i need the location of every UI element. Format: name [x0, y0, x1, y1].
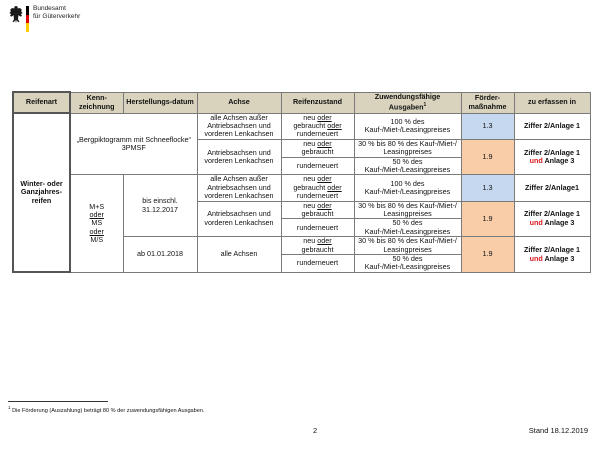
header-ausgaben-text: Zuwendungsfähige Ausgaben: [374, 92, 441, 112]
header-ausgaben: [354, 92, 461, 113]
erfassen-cell: [514, 139, 590, 175]
zustand-oder: oder: [317, 174, 332, 184]
datum-ab: ab 01.01.2018: [123, 237, 197, 273]
massnahme-cell: 1.3: [461, 175, 514, 201]
zustand-neu-gebraucht: [281, 237, 354, 255]
ausgaben-cell: 100 % des Kauf-/Miet-/Leasingpreises: [354, 113, 461, 139]
zustand-gebraucht: gebraucht: [293, 120, 326, 130]
table-row: [13, 113, 590, 139]
erfassen-cell: [514, 201, 590, 237]
german-flag-bar: [26, 6, 29, 32]
kz-ms-1: M+S: [89, 201, 105, 211]
kennzeichnung-3pmsf: „Bergpiktogramm mit Schneeflocke“ 3PMSF: [70, 113, 197, 175]
erfassen-und: und: [529, 217, 543, 227]
massnahme-cell: 1.3: [461, 113, 514, 139]
achse-cell: Antriebsachsen und vorderen Lenkachsen: [197, 139, 281, 175]
zustand-gebraucht: gebraucht: [301, 208, 334, 218]
page-number: 2: [313, 426, 318, 435]
footnote-text: Die Förderung (Auszahlung) beträgt 80 % der zuwendungsfähigen Ausgaben.: [10, 407, 205, 414]
massnahme-cell: 1.9: [461, 237, 514, 273]
zustand-runderneuert: runderneuert: [296, 129, 339, 139]
zustand-gebraucht: gebraucht: [293, 182, 326, 192]
zustand-neu: neu: [303, 201, 316, 210]
zustand-neu-gebraucht-runderneuert: [281, 113, 354, 139]
ausgaben-cell: 50 % des Kauf-/Miet-/Leasingpreises: [354, 219, 461, 237]
zustand-neu-gebraucht: [281, 139, 354, 157]
achse-cell: Antriebsachsen und vorderen Lenkachsen: [197, 201, 281, 237]
achse-cell: alle Achsen: [197, 237, 281, 273]
zustand-neu-gebraucht-runderneuert: [281, 175, 354, 201]
zustand-neu-gebraucht: [281, 201, 354, 219]
footnote-ref: 1: [423, 102, 427, 109]
zustand-gebraucht: gebraucht: [301, 147, 334, 157]
winter-label: Winter- oder Ganzjahres-reifen: [13, 113, 70, 272]
zustand-oder: oder: [327, 182, 342, 192]
zustand-neu: neu: [303, 174, 316, 184]
header-reifenart: Reifenart: [13, 92, 70, 113]
ausgaben-cell: 30 % bis 80 % des Kauf-/Miet-/ Leasingpreises: [354, 201, 461, 219]
header-kennzeichnung: Kenn-zeichnung: [70, 92, 123, 113]
header-herstellungsdatum: Herstellungs-datum: [123, 92, 197, 113]
ausgaben-cell: 100 % des Kauf-/Miet-/Leasingpreises: [354, 175, 461, 201]
ausgaben-cell: 30 % bis 80 % des Kauf-/Miet-/ Leasingpreises: [354, 237, 461, 255]
org-line-2: für Güterverkehr: [33, 13, 81, 20]
erfassen-z2a1: Ziffer 2/Anlage 1: [524, 209, 580, 219]
erfassen-und: und: [529, 156, 543, 166]
table-header-row: [13, 92, 590, 113]
org-line-1: Bundesamt: [33, 5, 66, 12]
zustand-oder: oder: [317, 236, 332, 246]
zustand-neu: neu: [303, 139, 316, 148]
kz-ms-oder: oder: [89, 226, 104, 236]
erfassen-z2a1: Ziffer 2/Anlage 1: [524, 147, 580, 157]
zustand-neu: neu: [303, 236, 316, 246]
stand-date: Stand 18.12.2019: [528, 426, 588, 435]
kz-ms-2: MS: [91, 218, 103, 228]
zustand-gebraucht: gebraucht: [301, 244, 334, 254]
erfassen-a3: Anlage 3: [544, 217, 575, 227]
massnahme-cell: 1.9: [461, 201, 514, 237]
header-foerdermassnahme: Förder-maßnahme: [461, 92, 514, 113]
kz-ms-oder: oder: [89, 209, 104, 219]
zustand-oder: oder: [317, 139, 332, 148]
bag-logo: [9, 4, 129, 42]
erfassen-a3: Anlage 3: [544, 156, 575, 166]
erfassen-a3: Anlage 3: [544, 253, 575, 263]
zustand-runderneuert: runderneuert: [296, 191, 339, 201]
organization-name: [33, 5, 80, 21]
zustand-runderneuert: runderneuert: [281, 219, 354, 237]
header-achse: Achse: [197, 92, 281, 113]
erfassen-cell: [514, 237, 590, 273]
header-erfassen: zu erfassen in: [514, 92, 590, 113]
erfassen-und: und: [529, 253, 543, 263]
kennzeichnung-ms: [70, 175, 123, 272]
kz-ms-3: M/S: [90, 235, 104, 245]
massnahme-cell: 1.9: [461, 139, 514, 175]
zustand-oder: oder: [317, 113, 332, 122]
footnote: [8, 405, 205, 414]
footnote-mark: 1: [8, 405, 11, 410]
achse-cell: alle Achsen außer Antriebsachsen und vorderen Lenkachsen: [197, 113, 281, 139]
zustand-oder: oder: [327, 120, 342, 130]
ausgaben-cell: 50 % des Kauf-/Miet-/Leasingpreises: [354, 255, 461, 273]
header-reifenzustand: Reifenzustand: [281, 92, 354, 113]
erfassen-cell: Ziffer 2/Anlage 1: [514, 113, 590, 139]
zustand-runderneuert: runderneuert: [281, 157, 354, 175]
table-row: [13, 175, 590, 201]
ausgaben-cell: 50 % des Kauf-/Miet-/Leasingpreises: [354, 157, 461, 175]
erfassen-cell: Ziffer 2/Anlage1: [514, 175, 590, 201]
achse-cell: alle Achsen außer Antriebsachsen und vorderen Lenkachsen: [197, 175, 281, 201]
footnote-divider: [8, 401, 108, 402]
funding-table: [12, 91, 591, 273]
datum-bis: bis einschl. 31.12.2017: [123, 175, 197, 237]
federal-eagle-icon: [9, 5, 23, 25]
zustand-oder: oder: [317, 201, 332, 210]
zustand-neu: neu: [303, 113, 316, 122]
zustand-runderneuert: runderneuert: [281, 255, 354, 273]
ausgaben-cell: 30 % bis 80 % des Kauf-/Miet-/ Leasingpreises: [354, 139, 461, 157]
erfassen-z2a1: Ziffer 2/Anlage 1: [524, 245, 580, 255]
